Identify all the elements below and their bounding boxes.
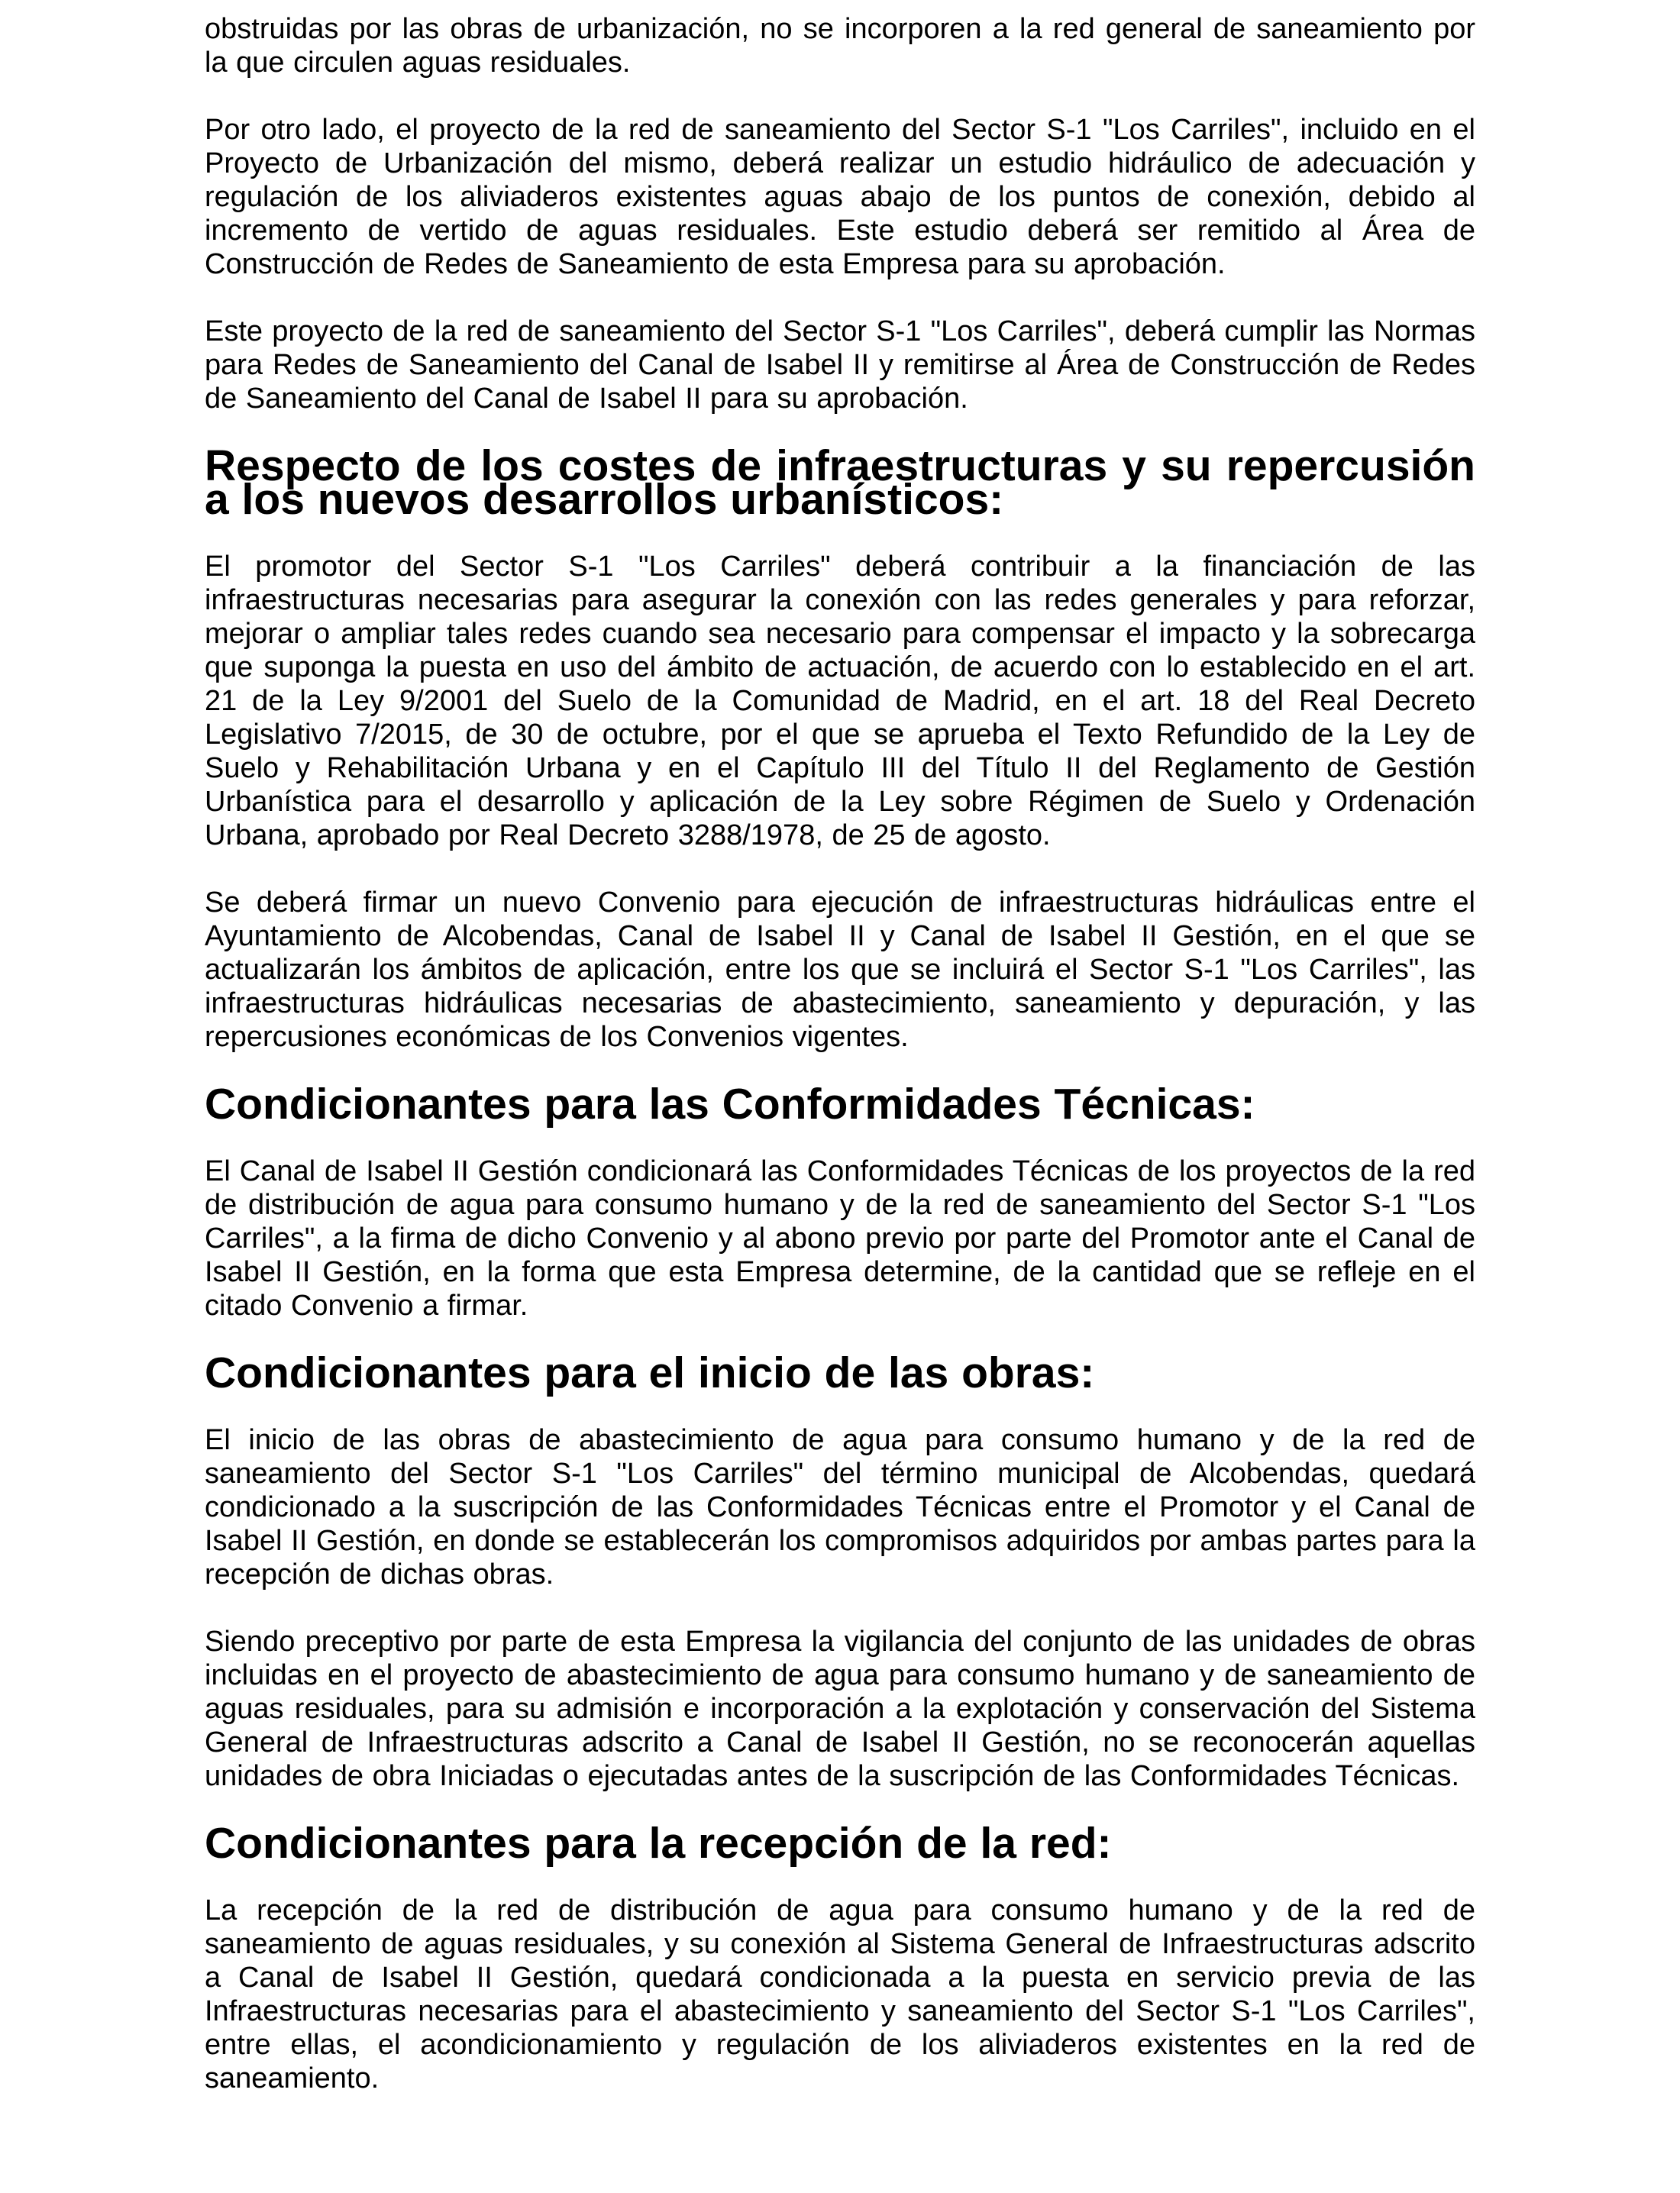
body-paragraph: La recepción de la red de distribución de agua para consumo humano y de la red de saneamiento de aguas residuales, y su conexión al Sistema General de Infraestructuras adscrito a Canal de Isabel II Gestión, quedará condicionada a la puesta en servicio previa de las Infraestructuras necesarias para el abastecimiento y saneamiento del Sector S-1 "Los Carriles", entre ellas, el acondicionamiento y regulación de los aliviaderos existentes en la red de saneamiento. [205, 1894, 1475, 2094]
document-content [205, 12, 1475, 2095]
body-paragraph: Se deberá firmar un nuevo Convenio para ejecución de infraestructuras hidráulicas entre el Ayuntamiento de Alcobendas, Canal de Isabel II y Canal de Isabel II Gestión, en el que se actualizarán los ámbitos de aplicación, entre los que se incluirá el Sector S-1 "Los Carriles", las infraestructuras hidráulicas necesarias de abastecimiento, saneamiento y depuración, y las repercusiones económicas de los Convenios vigentes. [205, 887, 1475, 1053]
body-paragraph: Por otro lado, el proyecto de la red de saneamiento del Sector S-1 "Los Carriles", incluido en el Proyecto de Urbanización del mismo, deberá realizar un estudio hidráulico de adecuación y regulación de los aliviaderos existentes aguas abajo de los puntos de conexión, debido al incremento de vertido de aguas residuales. Este estudio deberá ser remitido al Área de Construcción de Redes de Saneamiento de esta Empresa para su aprobación. [205, 114, 1475, 280]
body-paragraph: Este proyecto de la red de saneamiento del Sector S-1 "Los Carriles", deberá cumplir las Normas para Redes de Saneamiento del Canal de Isabel II y remitirse al Área de Construcción de Redes de Saneamiento del Canal de Isabel II para su aprobación. [205, 315, 1475, 415]
section-heading: Respecto de los costes de infraestructuras y su repercusión a los nuevos desarrollos urbanísticos: [205, 441, 1475, 524]
body-paragraph: obstruidas por las obras de urbanización, no se incorporen a la red general de saneamiento por la que circulen aguas residuales. [205, 13, 1475, 79]
body-paragraph: El Canal de Isabel II Gestión condicionará las Conformidades Técnicas de los proyectos de la red de distribución de agua para consumo humano y de la red de saneamiento del Sector S-1 "Los Carriles", a la firma de dicho Convenio y al abono previo por parte del Promotor ante el Canal de Isabel II Gestión, en la forma que esta Empresa determine, de la cantidad que se refleje en el citado Convenio a firmar. [205, 1155, 1475, 1322]
section-heading: Condicionantes para la recepción de la red: [205, 1819, 1112, 1868]
body-paragraph: El inicio de las obras de abastecimiento de agua para consumo humano y de la red de saneamiento del Sector S-1 "Los Carriles" del término municipal de Alcobendas, quedará condicionado a la suscripción de las Conformidades Técnicas entre el Promotor y el Canal de Isabel II Gestión, en donde se establecerán los compromisos adquiridos por ambas partes para la recepción de dichas obras. [205, 1424, 1475, 1591]
body-paragraph: El promotor del Sector S-1 "Los Carriles" deberá contribuir a la financiación de las infraestructuras necesarias para asegurar la conexión con las redes generales y para reforzar, mejorar o ampliar tales redes cuando sea necesario para compensar el impacto y la sobrecarga que suponga la puesta en uso del ámbito de actuación, de acuerdo con lo establecido en el art. 21 de la Ley 9/2001 del Suelo de la Comunidad de Madrid, en el art. 18 del Real Decreto Legislativo 7/2015, de 30 de octubre, por el que se aprueba el Texto Refundido de la Ley de Suelo y Rehabilitación Urbana y en el Capítulo III del Título II del Reglamento de Gestión Urbanística para el desarrollo y aplicación de la Ley sobre Régimen de Suelo y Ordenación Urbana, aprobado por Real Decreto 3288/1978, de 25 de agosto. [205, 551, 1475, 851]
section-heading: Condicionantes para el inicio de las obras: [205, 1348, 1095, 1397]
section-heading: Condicionantes para las Conformidades Técnicas: [205, 1080, 1255, 1129]
body-paragraph: Siendo preceptivo por parte de esta Empresa la vigilancia del conjunto de las unidades de obras incluidas en el proyecto de abastecimiento de agua para consumo humano y de saneamiento de aguas residuales, para su admisión e incorporación a la explotación y conservación del Sistema General de Infraestructuras adscrito a Canal de Isabel II Gestión, no se reconocerán aquellas unidades de obra Iniciadas o ejecutadas antes de la suscripción de las Conformidades Técnicas. [205, 1626, 1475, 1792]
